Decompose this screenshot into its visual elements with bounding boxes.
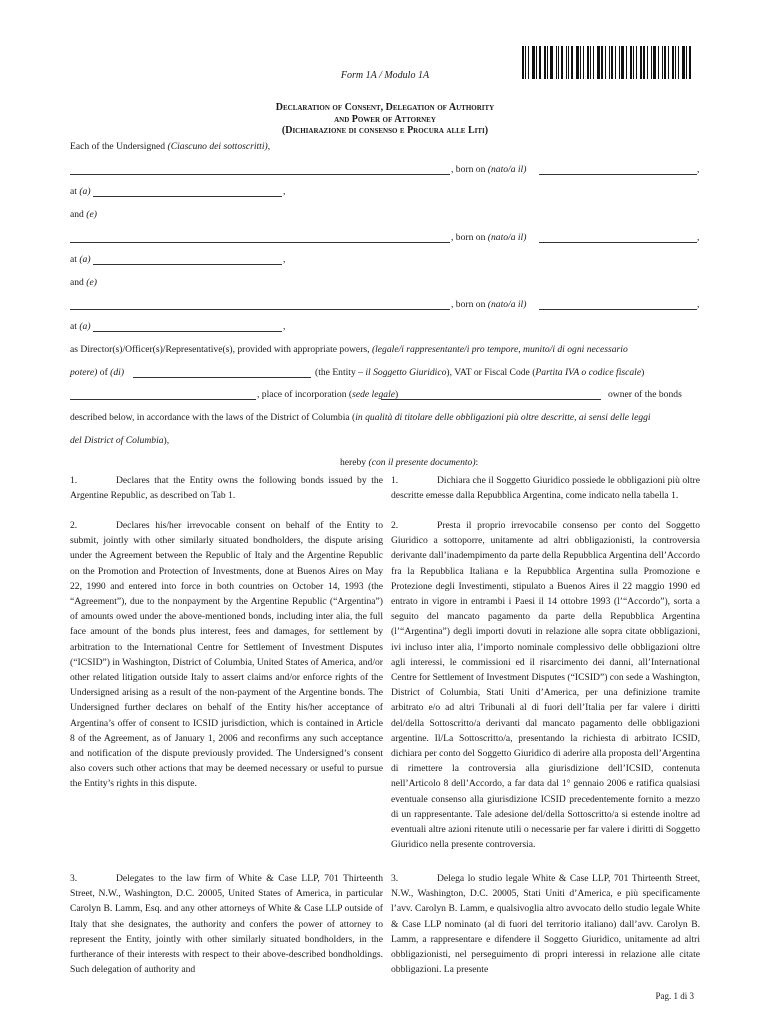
born-on-text: , born on	[451, 164, 486, 175]
birthdate-field-1[interactable]	[539, 174, 697, 175]
clause-3-en	[70, 871, 383, 977]
comma: ,	[697, 299, 700, 310]
title-line-2: and Power of Attorney	[334, 113, 436, 125]
capacity-line-4	[70, 412, 651, 423]
and-text: and	[70, 209, 84, 220]
entity-name-field[interactable]	[133, 377, 311, 378]
undersigned-text: Each of the Undersigned	[70, 141, 166, 152]
birthdate-field-2[interactable]	[539, 242, 697, 243]
form-label: Form 1A / Modulo 1A	[340, 70, 430, 81]
capacity-line-2b	[315, 367, 644, 378]
hereby-label	[340, 457, 478, 468]
di-text: (di)	[110, 367, 125, 378]
comma: ,	[283, 186, 286, 197]
line4-text-en: described below, in accordance with the laws of the District of Columbia (	[70, 412, 356, 423]
entity-text-e: )	[641, 367, 645, 378]
at-label-2	[70, 254, 91, 265]
owner-text: owner of the bonds	[608, 389, 682, 400]
fiscal-code-field[interactable]	[70, 399, 256, 400]
at-text-it: (a)	[79, 186, 91, 197]
comma: ,	[697, 232, 700, 243]
clause-text: Declares his/her irrevocable consent on behalf of the Entity to submit, jointly with other similarly situated bondholders, the dispute arising under the Agreement between the Republic of Italy and the Argentine Republic on the Promotion and Protection of Investments, done at Buenos Aires on May 22, 1990 and entered into force in both countries on October 14, 1993 (the “Agreement”), due to the nonpayment by the Argentine Republic (“Argentina”) of amounts owed under the above-mentioned bonds, including inter alia, the full face amount of the bonds plus interest, fees and damages, for settlement by arbitration to the International Centre for Settlement of Investment Disputes (“ICSID”) in Washington, District of Columbia, United States of America, and/or other related litigation outside Italy to assert claims and/or enforce rights of the Undersigned arising as a result of the non-payment of the Argentine bonds. The Undersigned further declares on behalf of the Entity his/her acceptance of Argentina’s offer of consent to ICSID jurisdiction, which is contained in Article 8 of the Agreement, as of January 1, 2006 and reconfirms any such acceptance and notification of the dispute previously provided. The Undersigned’s consent also covers such other actions that may be deemed necessary or useful to pursue the Entity’s rights in this dispute.	[70, 520, 383, 790]
and-text-it: (e)	[86, 277, 97, 288]
place-text-c: )	[395, 389, 399, 400]
line4-text-it: in qualità di titolare delle obbligazioni più oltre descritte, ai sensi delle leggi	[355, 412, 651, 423]
comma: ,	[283, 254, 286, 265]
clause-1-it	[391, 473, 700, 503]
clause-text: Dichiara che il Soggetto Giuridico possiede le obbligazioni più oltre descritte emesse dalla Repubblica Argentina, come indicato nella tabella 1.	[391, 475, 700, 502]
at-text: at	[70, 321, 77, 332]
born-on-text-it: (nato/a il)	[487, 164, 527, 175]
birthplace-field-3[interactable]	[93, 331, 282, 332]
clause-2-en	[70, 518, 383, 792]
born-on-text: , born on	[451, 299, 486, 310]
clause-number: 1.	[70, 475, 78, 486]
place-text-a: , place of incorporation (	[257, 389, 353, 400]
clause-2-it	[391, 518, 700, 852]
and-text-it: (e)	[86, 209, 97, 220]
name-field-3[interactable]	[70, 309, 450, 310]
capacity-text-it: (legale/i rappresentante/i pro tempore, munito/i di ogni necessario	[371, 344, 628, 355]
clause-1-en	[70, 473, 383, 503]
clause-number: 1.	[391, 475, 399, 486]
born-on-text-it: (nato/a il)	[487, 232, 527, 243]
entity-text-b: il Soggetto Giuridico	[365, 367, 447, 378]
clause-text: Declares that the Entity owns the following bonds issued by the Argentine Republic, as described on Tab 1.	[70, 475, 383, 502]
at-label-1	[70, 186, 91, 197]
born-on-label-3	[451, 299, 526, 310]
of-text: of	[99, 367, 108, 378]
hereby-end: :	[475, 457, 479, 468]
entity-text-a: (the Entity –	[315, 367, 363, 378]
comma: ,	[283, 321, 286, 332]
name-field-2[interactable]	[70, 242, 450, 243]
entity-text-d: Partita IVA o codice fiscale	[535, 367, 642, 378]
and-text: and	[70, 277, 84, 288]
hereby-text-it: (con il presente documento)	[368, 457, 476, 468]
birthplace-field-2[interactable]	[93, 264, 282, 265]
and-label-1	[70, 209, 97, 220]
birthplace-field-1[interactable]	[93, 196, 282, 197]
potere-text: potere)	[70, 367, 98, 378]
clause-number: 2.	[391, 520, 399, 531]
at-text: at	[70, 254, 77, 265]
page-number: Pag. 1 di 3	[655, 991, 694, 1001]
title-line-3: (Dichiarazione di consenso e Procura alle Liti)	[281, 125, 489, 136]
clause-3-it	[391, 871, 700, 977]
name-field-1[interactable]	[70, 174, 450, 175]
comma: ,	[697, 164, 700, 175]
undersigned-text-it: (Ciascuno dei sottoscritti),	[167, 141, 271, 152]
at-text-it: (a)	[79, 321, 91, 332]
capacity-text-en: as Director(s)/Officer(s)/Representative(s), provided with appropriate powers,	[70, 344, 370, 355]
place-of-incorporation-field[interactable]	[381, 399, 601, 400]
hereby-text: hereby	[340, 457, 367, 468]
birthdate-field-3[interactable]	[539, 309, 697, 310]
born-on-label-2	[451, 232, 526, 243]
undersigned-label	[70, 141, 270, 152]
and-label-2	[70, 277, 97, 288]
clause-number: 3.	[391, 873, 399, 884]
born-on-text: , born on	[451, 232, 486, 243]
at-text: at	[70, 186, 77, 197]
line5-end: ),	[163, 435, 170, 446]
capacity-line-2a	[70, 367, 124, 378]
capacity-line-5	[70, 435, 169, 446]
clause-text: Delega lo studio legale White & Case LLP, 701 Thirteenth Street, N.W., Washington, D.C. 20005, Stati Uniti d’America, e più specificamente l’avv. Carolyn B. Lamm, e qualsivoglia altro avvocato dello studio legale White & Case LLP nominato (al di fuori del territorio italiano) dall’avv. Carolyn B. Lamm, a rappresentare e difendere il Soggetto Giuridico, unitamente ad altri obbligazionisti, nel perseguimento di propri interessi in relazione alle citate obbligazioni. La presente	[391, 873, 700, 976]
clause-number: 3.	[70, 873, 78, 884]
place-text-b: sede legale	[352, 389, 395, 400]
born-on-label-1	[451, 164, 526, 175]
born-on-text-it: (nato/a il)	[487, 299, 527, 310]
title-line-1: Declaration of Consent, Delegation of Authority	[275, 102, 495, 113]
clause-text: Presta il proprio irrevocabile consenso per conto del Soggetto Giuridico a sottoporre, unitamente ad altri obbligazionisti, la controversia derivante dall’inadempimento da parte della Repubblica Argentina dell’Accordo fra la Repubblica Italiana e la Repubblica Argentina sulla Promozione e Protezione degli Investimenti, stipulato a Buenos Aires il 22 maggio 1990 ed entrato in vigore in entrambi i Paesi il 14 ottobre 1993 (l’“Accordo”), sorta a seguito del mancato pagamento da parte della Repubblica Argentina (l’“Argentina”) degli importi dovuti in relazione alle sopra citate obbligazioni, ivi incluso inter alia, l’importo nominale complessivo delle obbligazioni oltre agli interessi, le commissioni ed il risarcimento dei danni, all’International Centre for Settlement of Investment Disputes (“ICSID”) con sede a Washington, District of Columbia, Stati Uniti d’America, per una definizione tramite arbitrato e/o ad altri Tribunali al di fuori dell’Italia per far valere i diritti del/della Sottoscritto/a derivanti dal mancato pagamento delle obbligazioni argentine. Il/La Sottoscritto/a, presentando la richiesta di arbitrato ICSID, dichiara per conto del Soggetto Giuridico di aderire alla proposta dell’Argentina di rimettere la controversia alla giurisdizione dell’ICSID, contenuta nell’Articolo 8 dell’Accordo, a far data dal 1° gennaio 2006 e ratifica qualsiasi eventuale consenso alla giurisdizione ICSID precedentemente fornito a mezzo di un rappresentante. Tale adesione del/della Sottoscritto/a si estende inoltre ad eventuali altre azioni ritenute utili o necessarie per far valere i diritti di Soggetto Giuridico nella presente controversia.	[391, 520, 700, 851]
clause-text: Delegates to the law firm of White & Case LLP, 701 Thirteenth Street, N.W., Washington, D.C. 20005, United States of America, in particular Carolyn B. Lamm, Esq. and any other attorneys of White & Case LLP outside of Italy that she designates, the authority and confers the power of attorney to represent the Entity, jointly with other similarly situated bondholders, in the furtherance of their interests with respect to their above-described bondholdings. Such delegation of authority and	[70, 873, 383, 976]
entity-text-c: ), VAT or Fiscal Code (	[446, 367, 536, 378]
capacity-line-1	[70, 344, 628, 355]
at-text-it: (a)	[79, 254, 91, 265]
place-label	[257, 389, 398, 400]
at-label-3	[70, 321, 91, 332]
clause-number: 2.	[70, 520, 78, 531]
line5-text-it: del District of Columbia	[70, 435, 164, 446]
document-title	[0, 102, 770, 137]
